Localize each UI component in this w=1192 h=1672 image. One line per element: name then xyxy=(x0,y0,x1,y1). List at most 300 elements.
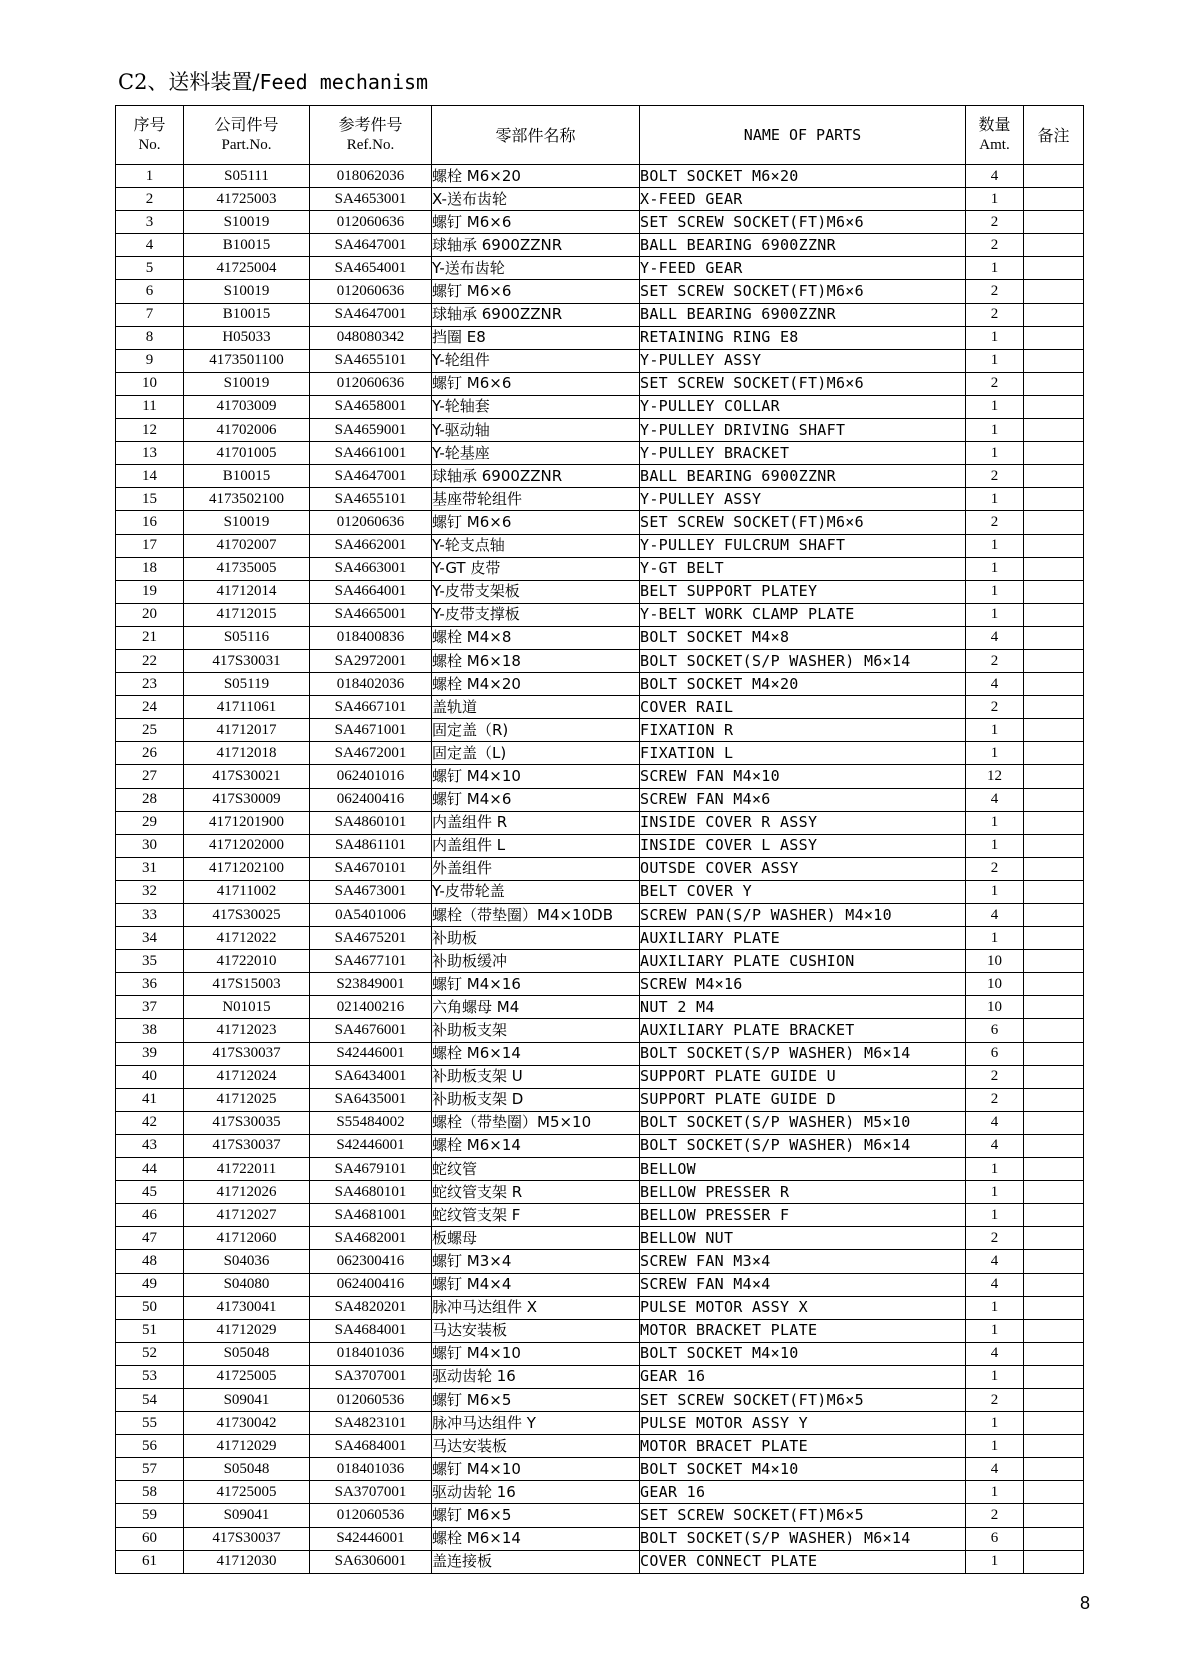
table-row xyxy=(116,1550,1084,1573)
table-row xyxy=(116,673,1084,696)
cell-no: 55 xyxy=(116,1412,184,1435)
cell-name-en: BELT COVER Y xyxy=(640,880,966,903)
header-name-en: NAME OF PARTS xyxy=(640,106,966,165)
cell-name-cn: 六角螺母 M4 xyxy=(432,996,640,1019)
cell-name-cn: 螺钉 M6×6 xyxy=(432,280,640,303)
cell-name-en: SET SCREW SOCKET(FT)M6×6 xyxy=(640,211,966,234)
table-row xyxy=(116,1504,1084,1527)
cell-remark xyxy=(1024,788,1084,811)
cell-amt: 1 xyxy=(966,557,1024,580)
cell-remark xyxy=(1024,1088,1084,1111)
cell-ref-no: SA4823101 xyxy=(310,1412,432,1435)
cell-ref-no: 0A5401006 xyxy=(310,904,432,927)
cell-amt: 2 xyxy=(966,211,1024,234)
cell-name-en: MOTOR BRACET PLATE xyxy=(640,1435,966,1458)
table-row xyxy=(116,880,1084,903)
table-row xyxy=(116,973,1084,996)
cell-ref-no: SA3707001 xyxy=(310,1481,432,1504)
cell-part-no: 4171201900 xyxy=(184,811,310,834)
cell-part-no: 41735005 xyxy=(184,557,310,580)
cell-remark xyxy=(1024,1204,1084,1227)
cell-part-no: 41712029 xyxy=(184,1435,310,1458)
cell-ref-no: S42446001 xyxy=(310,1527,432,1550)
cell-name-en: X-FEED GEAR xyxy=(640,188,966,211)
cell-no: 13 xyxy=(116,442,184,465)
cell-name-cn: 螺栓 M6×14 xyxy=(432,1527,640,1550)
cell-part-no: S05048 xyxy=(184,1458,310,1481)
cell-remark xyxy=(1024,188,1084,211)
table-row xyxy=(116,765,1084,788)
cell-remark xyxy=(1024,765,1084,788)
cell-remark xyxy=(1024,465,1084,488)
cell-remark xyxy=(1024,1042,1084,1065)
header-seq xyxy=(116,106,184,165)
table-row xyxy=(116,1227,1084,1250)
cell-name-cn: 螺栓 M4×8 xyxy=(432,626,640,649)
cell-amt: 2 xyxy=(966,1065,1024,1088)
cell-remark xyxy=(1024,1412,1084,1435)
cell-no: 11 xyxy=(116,395,184,418)
cell-ref-no: SA4679101 xyxy=(310,1158,432,1181)
cell-name-en: BELLOW xyxy=(640,1158,966,1181)
cell-name-en: Y-PULLEY ASSY xyxy=(640,488,966,511)
cell-name-cn: 固定盖（L) xyxy=(432,742,640,765)
cell-amt: 1 xyxy=(966,719,1024,742)
cell-name-en: AUXILIARY PLATE BRACKET xyxy=(640,1019,966,1042)
cell-amt: 2 xyxy=(966,649,1024,672)
cell-remark xyxy=(1024,372,1084,395)
table-row xyxy=(116,211,1084,234)
cell-remark xyxy=(1024,280,1084,303)
cell-ref-no: 021400216 xyxy=(310,996,432,1019)
cell-part-no: B10015 xyxy=(184,465,310,488)
cell-part-no: S05116 xyxy=(184,626,310,649)
cell-remark xyxy=(1024,1296,1084,1319)
cell-part-no: 417S30031 xyxy=(184,649,310,672)
cell-name-cn: X-送布齿轮 xyxy=(432,188,640,211)
cell-ref-no: 018062036 xyxy=(310,165,432,188)
cell-name-cn: 补助板支架 D xyxy=(432,1088,640,1111)
cell-ref-no: 012060636 xyxy=(310,280,432,303)
table-row xyxy=(116,1481,1084,1504)
table-row xyxy=(116,395,1084,418)
cell-amt: 4 xyxy=(966,1273,1024,1296)
cell-amt: 4 xyxy=(966,626,1024,649)
cell-part-no: 41712023 xyxy=(184,1019,310,1042)
table-row xyxy=(116,950,1084,973)
cell-ref-no: SA4654001 xyxy=(310,257,432,280)
title-en: Feed mechanism xyxy=(259,70,429,94)
header-name-cn: 零部件名称 xyxy=(432,106,640,165)
cell-name-en: GEAR 16 xyxy=(640,1481,966,1504)
cell-remark xyxy=(1024,626,1084,649)
cell-ref-no: SA4820201 xyxy=(310,1296,432,1319)
cell-no: 61 xyxy=(116,1550,184,1573)
table-row xyxy=(116,788,1084,811)
cell-name-en: AUXILIARY PLATE xyxy=(640,927,966,950)
cell-part-no: S10019 xyxy=(184,280,310,303)
cell-remark xyxy=(1024,1111,1084,1134)
cell-no: 48 xyxy=(116,1250,184,1273)
cell-name-en: COVER RAIL xyxy=(640,696,966,719)
table-row xyxy=(116,1250,1084,1273)
cell-part-no: 417S30037 xyxy=(184,1527,310,1550)
table-row xyxy=(116,257,1084,280)
cell-name-en: BOLT SOCKET(S/P WASHER) M6×14 xyxy=(640,1134,966,1157)
cell-no: 57 xyxy=(116,1458,184,1481)
table-row xyxy=(116,1065,1084,1088)
cell-remark xyxy=(1024,1388,1084,1411)
cell-no: 7 xyxy=(116,303,184,326)
cell-name-en: NUT 2 M4 xyxy=(640,996,966,1019)
cell-ref-no: 062300416 xyxy=(310,1250,432,1273)
cell-part-no: H05033 xyxy=(184,326,310,349)
cell-amt: 1 xyxy=(966,880,1024,903)
cell-name-cn: 固定盖（R) xyxy=(432,719,640,742)
table-row xyxy=(116,1204,1084,1227)
cell-name-cn: 螺钉 M6×5 xyxy=(432,1388,640,1411)
cell-no: 3 xyxy=(116,211,184,234)
cell-name-en: BOLT SOCKET(S/P WASHER) M6×14 xyxy=(640,649,966,672)
cell-no: 16 xyxy=(116,511,184,534)
cell-part-no: 41702006 xyxy=(184,419,310,442)
cell-no: 50 xyxy=(116,1296,184,1319)
cell-part-no: 417S30037 xyxy=(184,1042,310,1065)
cell-no: 27 xyxy=(116,765,184,788)
cell-part-no: 41712030 xyxy=(184,1550,310,1573)
cell-name-en: Y-BELT WORK CLAMP PLATE xyxy=(640,603,966,626)
cell-no: 30 xyxy=(116,834,184,857)
cell-name-cn: 补助板支架 xyxy=(432,1019,640,1042)
cell-ref-no: SA4676001 xyxy=(310,1019,432,1042)
cell-amt: 2 xyxy=(966,465,1024,488)
cell-remark xyxy=(1024,811,1084,834)
cell-no: 47 xyxy=(116,1227,184,1250)
cell-ref-no: 018401036 xyxy=(310,1342,432,1365)
table-row xyxy=(116,1088,1084,1111)
cell-name-cn: 驱动齿轮 16 xyxy=(432,1365,640,1388)
cell-part-no: S04080 xyxy=(184,1273,310,1296)
cell-no: 44 xyxy=(116,1158,184,1181)
table-header xyxy=(116,106,1084,165)
header-part-cn: 公司件号 xyxy=(214,115,279,134)
cell-part-no: S05111 xyxy=(184,165,310,188)
cell-amt: 1 xyxy=(966,534,1024,557)
cell-remark xyxy=(1024,927,1084,950)
cell-amt: 1 xyxy=(966,1481,1024,1504)
table-row xyxy=(116,1181,1084,1204)
cell-name-cn: Y-轮组件 xyxy=(432,349,640,372)
cell-ref-no: SA4675201 xyxy=(310,927,432,950)
cell-name-cn: 球轴承 6900ZZNR xyxy=(432,234,640,257)
cell-no: 28 xyxy=(116,788,184,811)
cell-name-en: BOLT SOCKET(S/P WASHER) M6×14 xyxy=(640,1527,966,1550)
cell-name-en: SCREW FAN M4×4 xyxy=(640,1273,966,1296)
cell-name-en: BOLT SOCKET M4×10 xyxy=(640,1342,966,1365)
cell-name-en: RETAINING RING E8 xyxy=(640,326,966,349)
cell-ref-no: SA4647001 xyxy=(310,465,432,488)
cell-part-no: 41730042 xyxy=(184,1412,310,1435)
cell-amt: 4 xyxy=(966,1111,1024,1134)
cell-remark xyxy=(1024,1365,1084,1388)
cell-remark xyxy=(1024,511,1084,534)
cell-amt: 1 xyxy=(966,834,1024,857)
cell-amt: 10 xyxy=(966,973,1024,996)
cell-name-en: Y-PULLEY DRIVING SHAFT xyxy=(640,419,966,442)
cell-no: 40 xyxy=(116,1065,184,1088)
header-ref xyxy=(310,106,432,165)
table-row xyxy=(116,1365,1084,1388)
cell-ref-no: SA4664001 xyxy=(310,580,432,603)
cell-name-en: BALL BEARING 6900ZZNR xyxy=(640,303,966,326)
cell-remark xyxy=(1024,1181,1084,1204)
cell-amt: 2 xyxy=(966,511,1024,534)
cell-remark xyxy=(1024,1134,1084,1157)
cell-part-no: 41712025 xyxy=(184,1088,310,1111)
cell-name-cn: 螺钉 M6×6 xyxy=(432,211,640,234)
cell-part-no: 417S30037 xyxy=(184,1134,310,1157)
cell-name-en: Y-GT BELT xyxy=(640,557,966,580)
cell-remark xyxy=(1024,1342,1084,1365)
table-row xyxy=(116,188,1084,211)
cell-remark xyxy=(1024,973,1084,996)
cell-no: 54 xyxy=(116,1388,184,1411)
cell-name-cn: 螺钉 M4×16 xyxy=(432,973,640,996)
cell-part-no: 41701005 xyxy=(184,442,310,465)
table-row xyxy=(116,742,1084,765)
cell-amt: 1 xyxy=(966,188,1024,211)
cell-ref-no: 018400836 xyxy=(310,626,432,649)
cell-name-cn: 螺钉 M6×6 xyxy=(432,511,640,534)
header-amt-cn: 数量 xyxy=(978,115,1011,134)
cell-no: 18 xyxy=(116,557,184,580)
cell-ref-no: SA6435001 xyxy=(310,1088,432,1111)
cell-name-en: BOLT SOCKET(S/P WASHER) M5×10 xyxy=(640,1111,966,1134)
cell-no: 23 xyxy=(116,673,184,696)
cell-no: 34 xyxy=(116,927,184,950)
cell-remark xyxy=(1024,580,1084,603)
cell-amt: 1 xyxy=(966,419,1024,442)
cell-amt: 1 xyxy=(966,349,1024,372)
cell-no: 21 xyxy=(116,626,184,649)
cell-amt: 4 xyxy=(966,165,1024,188)
cell-amt: 1 xyxy=(966,1412,1024,1435)
cell-no: 19 xyxy=(116,580,184,603)
header-remark: 备注 xyxy=(1024,106,1084,165)
cell-name-cn: Y-皮带支撑板 xyxy=(432,603,640,626)
title-cn: C2、送料装置/ xyxy=(118,70,260,94)
cell-amt: 1 xyxy=(966,1319,1024,1342)
table-row xyxy=(116,326,1084,349)
cell-no: 51 xyxy=(116,1319,184,1342)
cell-ref-no: SA4662001 xyxy=(310,534,432,557)
cell-name-en: SCREW FAN M4×10 xyxy=(640,765,966,788)
cell-amt: 6 xyxy=(966,1042,1024,1065)
table-row xyxy=(116,303,1084,326)
cell-no: 12 xyxy=(116,419,184,442)
cell-no: 59 xyxy=(116,1504,184,1527)
cell-name-en: SET SCREW SOCKET(FT)M6×6 xyxy=(640,372,966,395)
cell-ref-no: SA4680101 xyxy=(310,1181,432,1204)
page-number: 8 xyxy=(1080,1593,1091,1613)
cell-ref-no: 062400416 xyxy=(310,1273,432,1296)
cell-no: 2 xyxy=(116,188,184,211)
cell-no: 38 xyxy=(116,1019,184,1042)
cell-remark xyxy=(1024,857,1084,880)
cell-no: 58 xyxy=(116,1481,184,1504)
cell-remark xyxy=(1024,419,1084,442)
table-row xyxy=(116,696,1084,719)
cell-remark xyxy=(1024,1435,1084,1458)
cell-name-cn: Y-轮轴套 xyxy=(432,395,640,418)
cell-name-en: SCREW FAN M3×4 xyxy=(640,1250,966,1273)
cell-part-no: 417S30009 xyxy=(184,788,310,811)
cell-part-no: 41712029 xyxy=(184,1319,310,1342)
cell-name-en: SUPPORT PLATE GUIDE U xyxy=(640,1065,966,1088)
cell-amt: 1 xyxy=(966,395,1024,418)
cell-part-no: 41725003 xyxy=(184,188,310,211)
cell-no: 49 xyxy=(116,1273,184,1296)
cell-part-no: 41725005 xyxy=(184,1365,310,1388)
cell-name-cn: Y-皮带支架板 xyxy=(432,580,640,603)
cell-amt: 2 xyxy=(966,303,1024,326)
cell-amt: 2 xyxy=(966,1088,1024,1111)
cell-no: 52 xyxy=(116,1342,184,1365)
cell-name-cn: 补助板支架 U xyxy=(432,1065,640,1088)
cell-no: 25 xyxy=(116,719,184,742)
cell-name-en: GEAR 16 xyxy=(640,1365,966,1388)
cell-name-en: BELLOW PRESSER F xyxy=(640,1204,966,1227)
cell-name-cn: 螺栓（带垫圈）M5×10 xyxy=(432,1111,640,1134)
cell-remark xyxy=(1024,165,1084,188)
cell-remark xyxy=(1024,950,1084,973)
cell-name-en: MOTOR BRACKET PLATE xyxy=(640,1319,966,1342)
cell-no: 36 xyxy=(116,973,184,996)
cell-amt: 1 xyxy=(966,1181,1024,1204)
cell-part-no: 41711061 xyxy=(184,696,310,719)
cell-no: 46 xyxy=(116,1204,184,1227)
cell-ref-no: S42446001 xyxy=(310,1134,432,1157)
cell-amt: 2 xyxy=(966,1388,1024,1411)
cell-name-cn: 内盖组件 L xyxy=(432,834,640,857)
cell-ref-no: SA6306001 xyxy=(310,1550,432,1573)
cell-name-en: AUXILIARY PLATE CUSHION xyxy=(640,950,966,973)
cell-ref-no: 018402036 xyxy=(310,673,432,696)
table-row xyxy=(116,465,1084,488)
cell-amt: 4 xyxy=(966,1250,1024,1273)
cell-no: 10 xyxy=(116,372,184,395)
page-title xyxy=(118,66,428,96)
cell-part-no: S05119 xyxy=(184,673,310,696)
cell-remark xyxy=(1024,257,1084,280)
table-row xyxy=(116,511,1084,534)
cell-name-cn: 螺钉 M4×6 xyxy=(432,788,640,811)
header-amt-en: Amt. xyxy=(979,137,1010,153)
cell-remark xyxy=(1024,1458,1084,1481)
header-seq-en: No. xyxy=(138,137,161,153)
table-row xyxy=(116,603,1084,626)
table-row xyxy=(116,534,1084,557)
cell-name-cn: Y-驱动轴 xyxy=(432,419,640,442)
cell-amt: 1 xyxy=(966,1435,1024,1458)
table-row xyxy=(116,927,1084,950)
table-row xyxy=(116,349,1084,372)
cell-amt: 4 xyxy=(966,904,1024,927)
cell-ref-no: SA4665001 xyxy=(310,603,432,626)
cell-name-en: SUPPORT PLATE GUIDE D xyxy=(640,1088,966,1111)
cell-remark xyxy=(1024,234,1084,257)
cell-name-cn: 螺钉 M4×10 xyxy=(432,765,640,788)
cell-part-no: 41712022 xyxy=(184,927,310,950)
cell-name-en: Y-PULLEY FULCRUM SHAFT xyxy=(640,534,966,557)
header-part-en: Part.No. xyxy=(221,137,272,153)
cell-part-no: 41725004 xyxy=(184,257,310,280)
cell-name-cn: 螺钉 M4×10 xyxy=(432,1342,640,1365)
cell-part-no: 41712015 xyxy=(184,603,310,626)
cell-amt: 6 xyxy=(966,1527,1024,1550)
table-row xyxy=(116,719,1084,742)
cell-part-no: 4171202000 xyxy=(184,834,310,857)
cell-remark xyxy=(1024,557,1084,580)
cell-ref-no: SA4681001 xyxy=(310,1204,432,1227)
cell-name-cn: 补助板 xyxy=(432,927,640,950)
cell-ref-no: 012060536 xyxy=(310,1504,432,1527)
cell-no: 26 xyxy=(116,742,184,765)
cell-part-no: 41712060 xyxy=(184,1227,310,1250)
header-amt xyxy=(966,106,1024,165)
cell-part-no: 4171202100 xyxy=(184,857,310,880)
cell-name-en: OUTSDE COVER ASSY xyxy=(640,857,966,880)
cell-name-cn: 补助板缓冲 xyxy=(432,950,640,973)
cell-ref-no: 048080342 xyxy=(310,326,432,349)
cell-amt: 1 xyxy=(966,1550,1024,1573)
cell-amt: 6 xyxy=(966,1019,1024,1042)
cell-ref-no: SA4655101 xyxy=(310,349,432,372)
cell-no: 24 xyxy=(116,696,184,719)
cell-ref-no: 012060636 xyxy=(310,511,432,534)
cell-amt: 2 xyxy=(966,234,1024,257)
cell-ref-no: SA4677101 xyxy=(310,950,432,973)
table-row xyxy=(116,1342,1084,1365)
cell-amt: 10 xyxy=(966,996,1024,1019)
cell-name-cn: 螺栓 M6×14 xyxy=(432,1042,640,1065)
cell-amt: 1 xyxy=(966,742,1024,765)
table-row xyxy=(116,1019,1084,1042)
cell-name-cn: 螺栓 M6×20 xyxy=(432,165,640,188)
cell-amt: 4 xyxy=(966,1342,1024,1365)
cell-remark xyxy=(1024,1019,1084,1042)
cell-name-cn: 基座带轮组件 xyxy=(432,488,640,511)
cell-name-en: SCREW FAN M4×6 xyxy=(640,788,966,811)
cell-name-cn: Y-轮支点轴 xyxy=(432,534,640,557)
cell-name-en: BALL BEARING 6900ZZNR xyxy=(640,465,966,488)
cell-ref-no: SA4667101 xyxy=(310,696,432,719)
table-row xyxy=(116,580,1084,603)
header-ref-en: Ref.No. xyxy=(346,137,395,153)
cell-no: 45 xyxy=(116,1181,184,1204)
cell-name-en: BELLOW PRESSER R xyxy=(640,1181,966,1204)
cell-name-en: FIXATION R xyxy=(640,719,966,742)
table-row xyxy=(116,442,1084,465)
parts-table xyxy=(115,105,1084,1574)
cell-part-no: S09041 xyxy=(184,1388,310,1411)
header-part xyxy=(184,106,310,165)
cell-part-no: 41712027 xyxy=(184,1204,310,1227)
cell-remark xyxy=(1024,303,1084,326)
cell-name-en: BOLT SOCKET(S/P WASHER) M6×14 xyxy=(640,1042,966,1065)
cell-name-cn: 螺栓 M4×20 xyxy=(432,673,640,696)
cell-ref-no: SA4663001 xyxy=(310,557,432,580)
